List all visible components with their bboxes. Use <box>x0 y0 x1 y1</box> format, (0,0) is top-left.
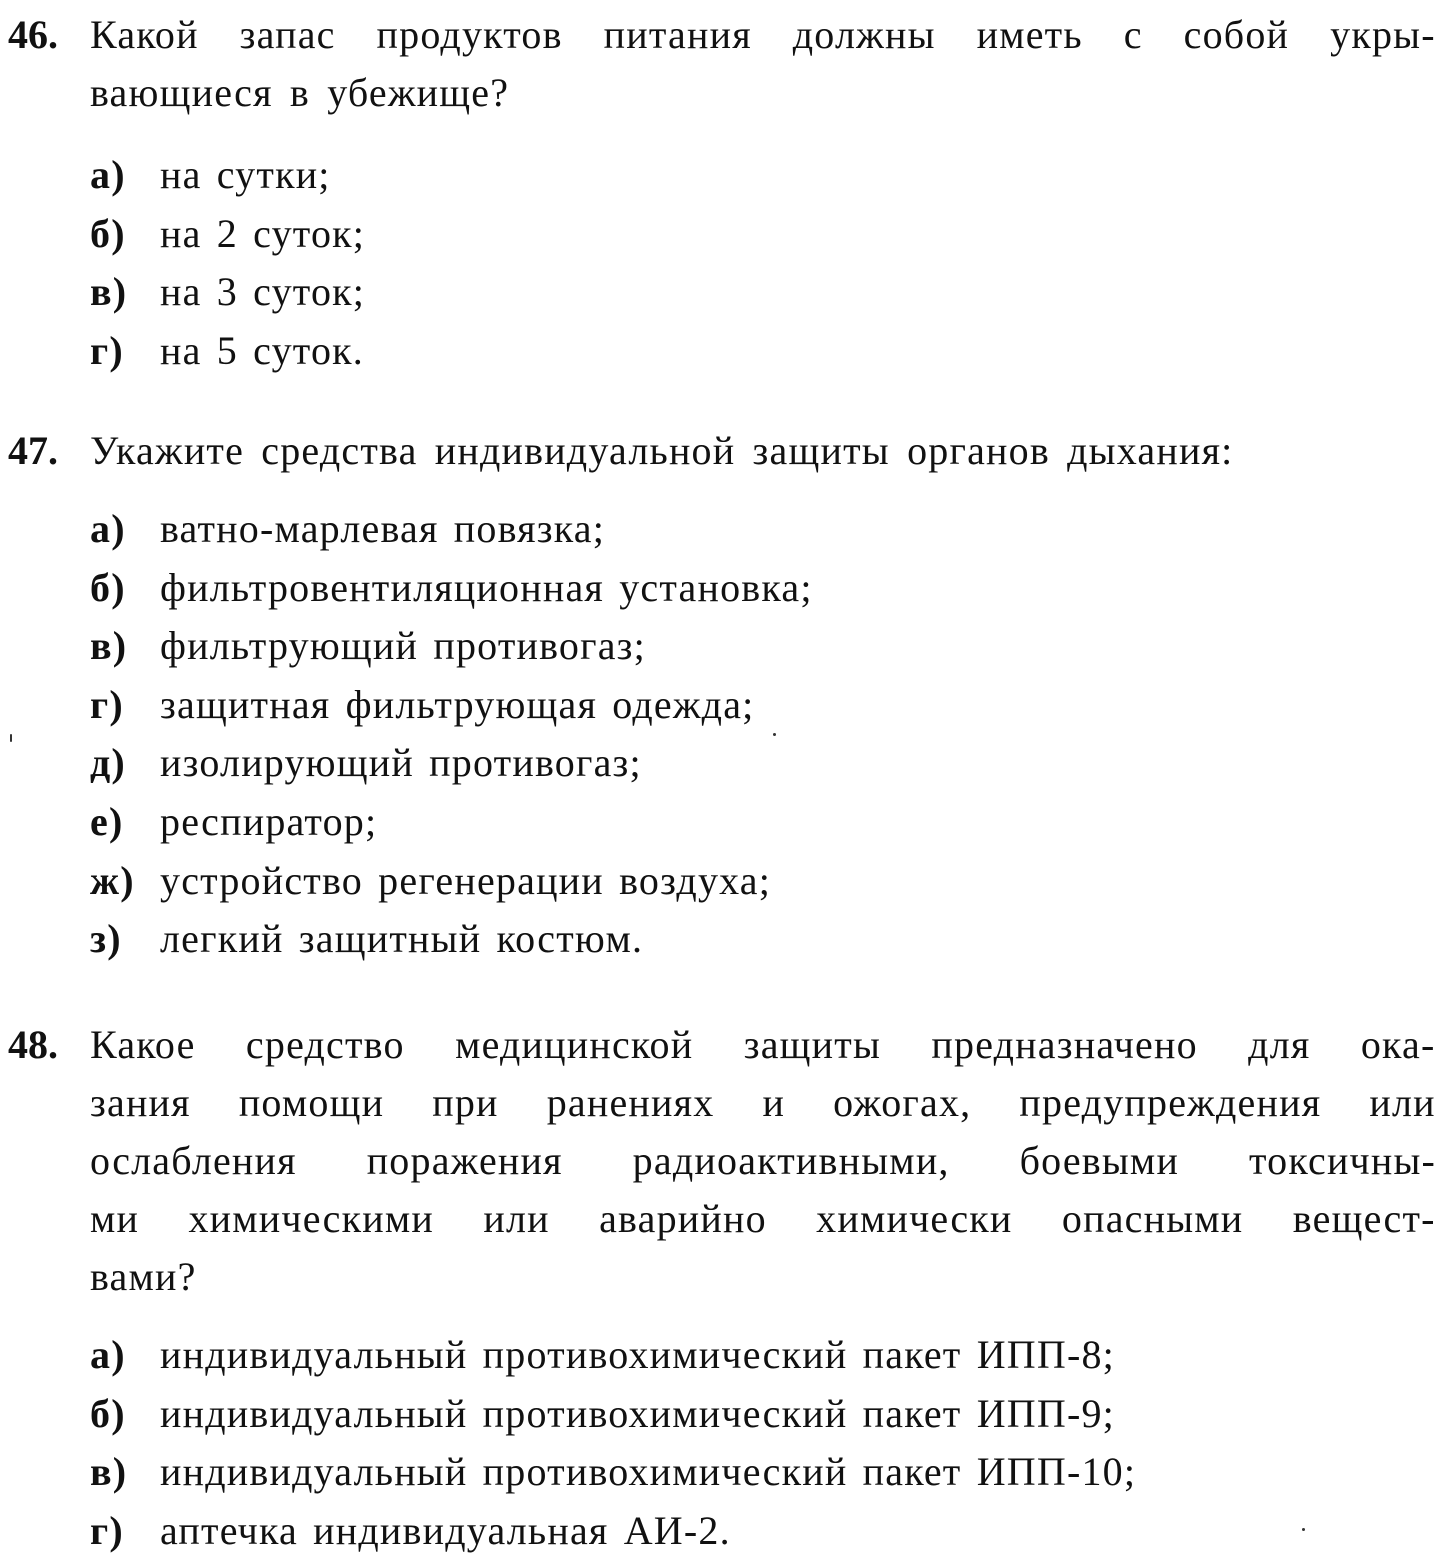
scan-speck <box>10 734 12 742</box>
option-text: фильтрующий противогаз; <box>160 623 646 669</box>
option-letter: г) <box>90 327 124 373</box>
option-text: индивидуальный противохимический пакет ИПП-10; <box>160 1449 1137 1495</box>
question-text-line: Какое средство медицинской защиты предназначено для ока- <box>90 1022 1436 1067</box>
option-text: индивидуальный противохимический пакет ИПП-8; <box>160 1332 1115 1377</box>
question-number: 48. <box>8 1022 58 1067</box>
option-letter: в) <box>90 269 128 315</box>
scan-speck <box>1302 1528 1305 1531</box>
question-text-line: ослабления поражения радиоактивными, боевыми токсичны- <box>90 1138 1437 1183</box>
option-letter: б) <box>90 1390 126 1436</box>
option-text: на сутки; <box>160 152 331 197</box>
scan-speck <box>773 733 776 736</box>
option-text: устройство регенерации воздуха; <box>160 857 772 903</box>
option-letter: е) <box>90 798 124 844</box>
question-text-line: Укажите средства индивидуальной защиты органов дыхания: <box>90 428 1234 473</box>
option-letter: а) <box>90 1332 126 1377</box>
option-text: аптечка индивидуальная АИ-2. <box>160 1507 731 1553</box>
option-letter: б) <box>90 210 126 256</box>
option-letter: д) <box>90 740 126 786</box>
option-text: защитная фильтрующая одежда; <box>160 681 755 727</box>
question-number: 47. <box>8 428 58 473</box>
option-letter: а) <box>90 152 126 197</box>
question-text-line: зания помощи при ранениях и ожогах, предупреждения или <box>90 1080 1436 1125</box>
question-text <box>90 422 1436 480</box>
question-text-line: вами? <box>90 1254 197 1299</box>
option-letter: г) <box>90 681 124 727</box>
option-letter: ж) <box>90 857 135 903</box>
option-text: легкий защитный костюм. <box>160 916 644 962</box>
option-text: на 2 суток; <box>160 210 366 256</box>
option-letter: г) <box>90 1507 124 1553</box>
option-letter: а) <box>90 506 126 551</box>
option-letter: з) <box>90 916 122 962</box>
option-text: на 5 суток. <box>160 327 364 373</box>
option-text: респиратор; <box>160 798 378 844</box>
question-text-line: ми химическими или аварийно химически опасными вещест- <box>90 1196 1436 1241</box>
option-letter: в) <box>90 1449 128 1495</box>
option-text: изолирующий противогаз; <box>160 740 642 786</box>
question-text <box>90 1016 1436 1306</box>
option-text: на 3 суток; <box>160 269 366 315</box>
question-text-line: Какой запас продуктов питания должны иметь с собой укры- <box>90 12 1436 57</box>
question-text-line: вающиеся в убежище? <box>90 70 510 115</box>
option-text: фильтровентиляционная установка; <box>160 564 813 610</box>
question-number: 46. <box>8 12 58 57</box>
question-text <box>90 6 1436 122</box>
option-text: ватно-марлевая повязка; <box>160 506 606 551</box>
option-letter: в) <box>90 623 128 669</box>
option-letter: б) <box>90 564 126 610</box>
option-text: индивидуальный противохимический пакет ИПП-9; <box>160 1390 1115 1436</box>
